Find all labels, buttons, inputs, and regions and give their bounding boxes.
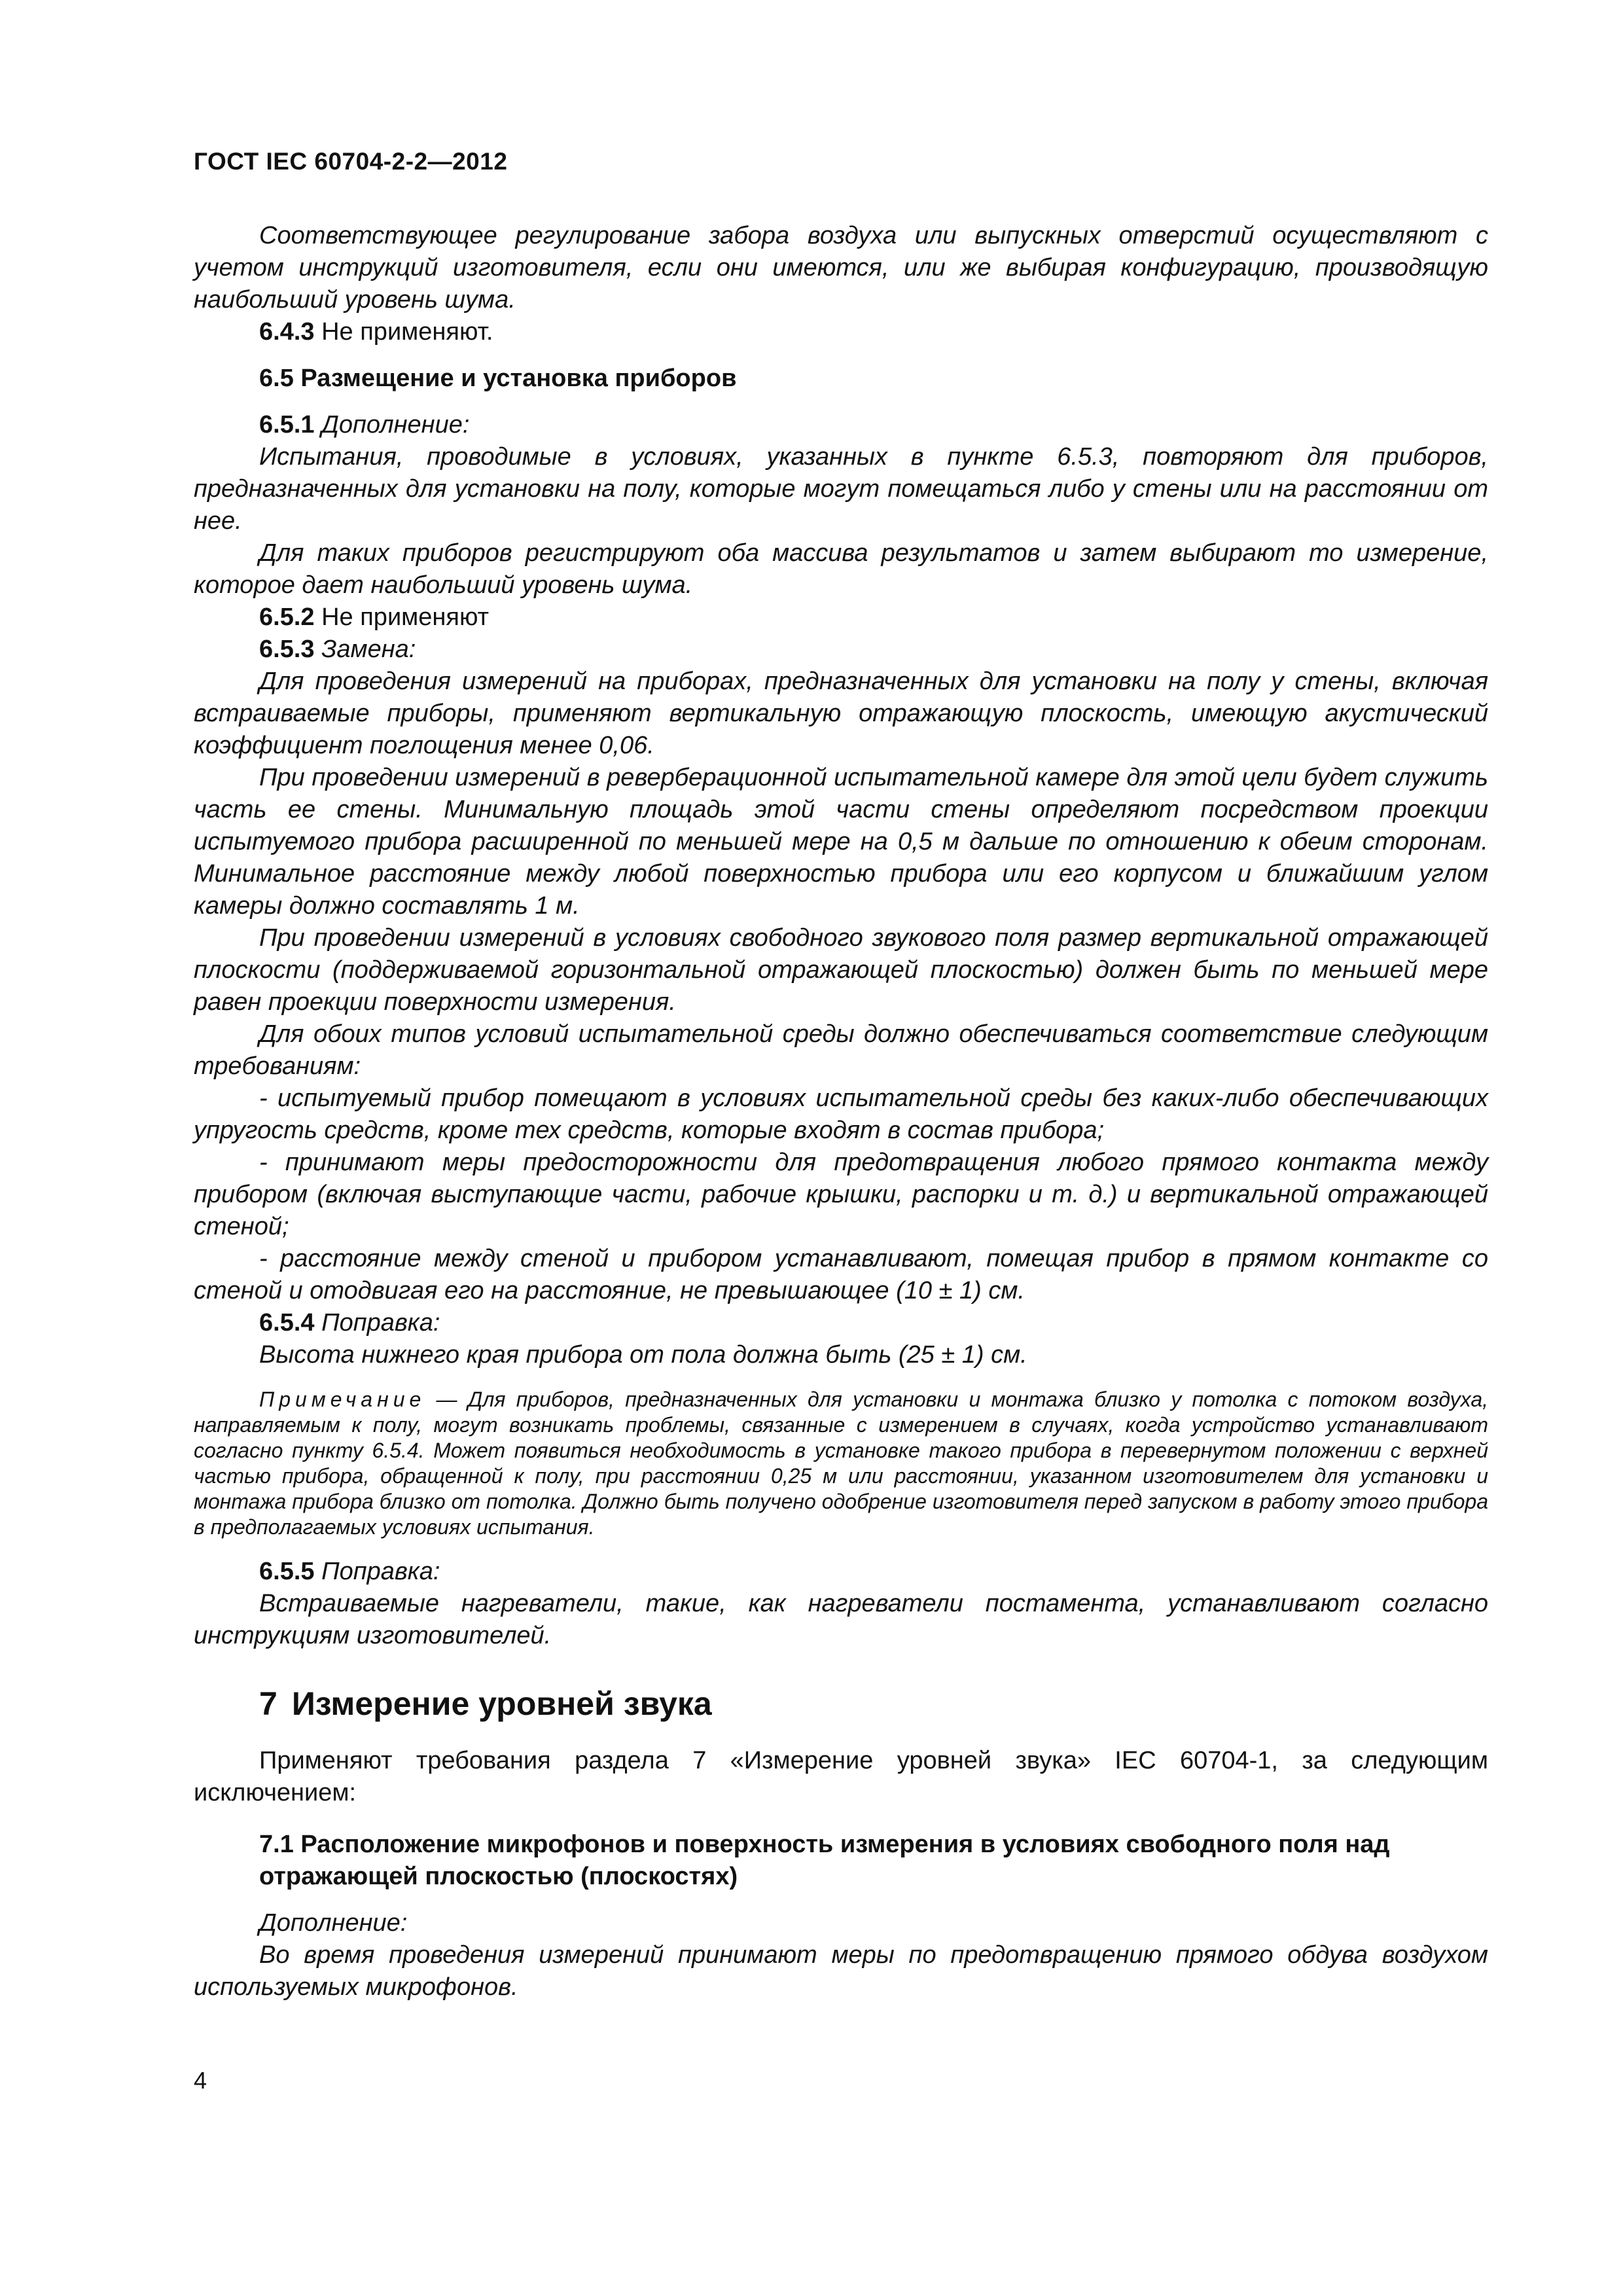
paragraph-6-5-3-c: При проведении измерений в условиях свободного звукового поля размер вертикальной отражающей плоскости (поддерживаемой горизонтальной отражающей плоскостью) должен быть по меньшей мере равен проекции поверхности измерения. [194, 924, 1488, 1016]
clause-number: 6.5.4 [259, 1309, 315, 1336]
paragraph-6-5-5: Встраиваемые нагреватели, такие, как нагреватели постамента, устанавливают согласно инструкциям изготовителей. [194, 1590, 1488, 1649]
paragraph-6-5-3-a: Для проведения измерений на приборах, предназначенных для установки на полу у стены, включая встраиваемые приборы, применяют вертикальную отражающую плоскость, имеющую акустический коэффициент поглощения менее 0,06. [194, 668, 1488, 759]
clause-number: 7.1 [259, 1831, 294, 1858]
clause-6-5-5 [194, 1556, 1488, 1588]
subsection-title: Размещение и установка приборов [300, 365, 737, 392]
clause-title: Расположение микрофонов и поверхность измерения в условиях свободного поля над отражающей плоскостью (плоскостях) [259, 1831, 1390, 1890]
subsection-number: 6.5 [259, 365, 294, 392]
list-item: - испытуемый прибор помещают в условиях испытательной среды без каких-либо обеспечивающих упругость средств, кроме тех средств, которые входят в состав прибора; [194, 1085, 1488, 1144]
clause-number: 6.5.5 [259, 1558, 315, 1585]
clause-text: Не применяют. [321, 318, 493, 346]
section-heading-7 [259, 1685, 1488, 1723]
clause-label: Поправка: [321, 1309, 440, 1336]
clause-text: Не применяют [321, 603, 490, 631]
clause-6-4-3 [194, 316, 1488, 348]
page-number: 4 [194, 2067, 207, 2094]
clause-6-5-3 [194, 634, 1488, 666]
paragraph-6-5-1-a: Испытания, проводимые в условиях, указанных в пункте 6.5.3, повторяют для приборов, предназначенных для установки на полу, которые могут помещаться либо у стены или на расстоянии от нее. [194, 443, 1488, 535]
paragraph-intro: Соответствующее регулирование забора воздуха или выпускных отверстий осуществляют с учетом инструкций изготовителя, если они имеются, или же выбирая конфигурацию, производящую наибольший уровень шума. [194, 222, 1488, 314]
paragraph-7-1: Во время проведения измерений принимают меры по предотвращению прямого обдува воздухом используемых микрофонов. [194, 1941, 1488, 2001]
clause-6-5-4 [194, 1307, 1488, 1339]
clause-label: Дополнение: [321, 411, 470, 439]
clause-number: 6.5.3 [259, 636, 315, 663]
clause-6-5-1 [194, 409, 1488, 441]
subsection-heading-6-5 [259, 363, 1488, 395]
paragraph-6-5-3-d: Для обоих типов условий испытательной среды должно обеспечиваться соответствие следующим требованиям: [194, 1020, 1488, 1080]
paragraph-6-5-4: Высота нижнего края прибора от пола должна быть (25 ± 1) см. [259, 1341, 1027, 1369]
note-label: Примечание [259, 1388, 426, 1411]
note-text: — Для приборов, предназначенных для установки и монтажа близко у потолка с потоком воздуха, направляемым к полу, могут возникать проблемы, связанные с измерением в случаях, когда устройство устанавливают согласно пункту 6.5.4. Может появиться необходимость в установке такого прибора в перевернутом положении с верхней частью прибора, обращенной к полу, при расстоянии 0,25 м или расстоянии, указанном изготовителем для установки и монтажа прибора близко от потолка. Должно быть получено одобрение изготовителя перед запуском в работу этого прибора в предполагаемых условиях испытания. [194, 1388, 1488, 1539]
clause-number: 6.5.2 [259, 603, 315, 631]
clause-label: Поправка: [321, 1558, 440, 1585]
paragraph-6-5-1-b: Для таких приборов регистрируют оба массива результатов и затем выбирают то измерение, которое дает наибольший уровень шума. [194, 539, 1488, 599]
section-title: Измерение уровней звука [291, 1685, 712, 1722]
document-body [194, 220, 1488, 2003]
clause-label-7-1: Дополнение: [259, 1909, 408, 1937]
paragraph-6-5-3-b: При проведении измерений в реверберационной испытательной камере для этой цели будет служить часть ее стены. Минимальную площадь этой части стены определяют посредством проекции испытуемого прибора расширенной по меньшей мере на 0,5 м дальше по отношению к обеим сторонам. Минимальное расстояние между любой поверхностью прибора или его корпусом и ближайшим углом камеры должно составлять 1 м. [194, 764, 1488, 920]
clause-number: 6.5.1 [259, 411, 315, 439]
clause-label: Замена: [321, 636, 416, 663]
note [194, 1387, 1488, 1540]
document-header: ГОСТ IEC 60704-2-2—2012 [194, 148, 508, 175]
section-number: 7 [259, 1685, 277, 1722]
list-item: - принимают меры предосторожности для предотвращения любого прямого контакта между прибором (включая выступающие части, рабочие крышки, распорки и т. д.) и вертикальной отражающей стеной; [194, 1149, 1488, 1240]
clause-heading-7-1 [259, 1829, 1437, 1893]
list-item: - расстояние между стеной и прибором устанавливают, помещая прибор в прямом контакте со стеной и отодвигая его на расстояние, не превышающее (10 ± 1) см. [194, 1245, 1488, 1304]
paragraph-7: Применяют требования раздела 7 «Измерение уровней звука» IEC 60704-1, за следующим исключением: [194, 1747, 1488, 1806]
clause-number: 6.4.3 [259, 318, 315, 346]
clause-6-5-2 [194, 601, 1488, 634]
